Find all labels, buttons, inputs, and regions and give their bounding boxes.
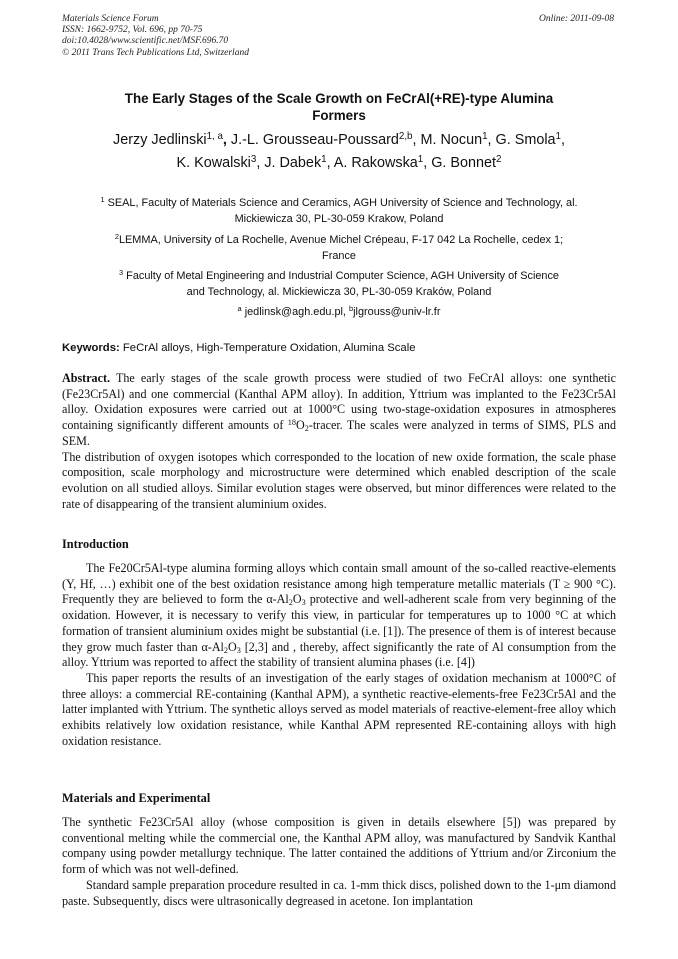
author-name: A. Rakowska [333,155,418,171]
affiliation-text: France [322,249,356,262]
introduction-section [62,561,616,749]
affiliation-text: SEAL, Faculty of Materials Science and Ceramics, AGH University of Science and Technology, al. [107,197,578,209]
affiliation-mark: 3 [119,268,124,278]
abstract-section [62,371,616,512]
author-affiliation-mark: 3 [250,154,257,166]
email-a[interactable]: jedlinsk@agh.edu.pl, [244,306,346,318]
title-line-2: Formers [312,108,366,123]
author-affiliation-mark: 1, a [206,131,223,143]
email-b[interactable]: jlgrouss@univ-lr.fr [353,306,441,318]
author-affiliation-mark: 1 [321,154,327,166]
author-affiliation-mark: 1 [482,131,488,143]
email-mark: b [349,304,354,314]
affiliation-text: Mickiewicza 30, PL-30-059 Krakow, Poland [234,212,444,225]
keywords-label: Keywords: [62,342,120,354]
author-list [62,129,616,175]
intro-text: protective and well-adherent scale from very beginning of the oxidation. However, it is necessary to verify this view, in particular for temperatures up to 1000 °C at which formation of transient aluminium oxides might be substantial (i.e. [1]). The presence of them is of interest because they grow much faster than α-Al [62,592,616,654]
abstract-paragraph-1 [62,371,616,450]
author-name: Jerzy Jedlinski [113,132,207,148]
materials-paragraph-1: The synthetic Fe23Cr5Al alloy (whose composition is given in details elsewhere [5]) was prepared by conventional melting while the commercial one, the Kanthal APM alloy, was manufactured by Sandvik Kanthal company using powder metallurgy technique. The latter contained the additions of Yttrium and/or Zirconium the form of which was not well-defined. [62,815,616,877]
paper-title [62,90,616,124]
affiliation-3 [62,269,616,300]
journal-doi: doi:10.4028/www.scientific.net/MSF.696.70 [62,36,229,47]
author-affiliation-mark: 1 [417,154,424,166]
email-line [62,305,616,321]
keywords [62,342,616,354]
journal-header [62,14,249,59]
online-date: Online: 2011-09-08 [538,14,614,24]
affiliation-mark: 1 [100,195,105,205]
abstract-paragraph-2: The distribution of oxygen isotopes which corresponded to the location of new oxide formation, the scale phase composition, scale morphology and microstructure were determined which enabled description of the scale evolution on all studied alloys. Similar evolution stages were observed, but minor differences were related to the rate of disappearing of the transient aluminium oxides. [62,449,616,511]
author-affiliation-mark: 2 [496,154,502,166]
affiliation-text: Faculty of Metal Engineering and Industrial Computer Science, AGH University of Science [126,270,559,282]
abstract-label: Abstract. [62,371,111,385]
abstract-text: -tracer. The scales were analyzed in terms of SIMS, PLS and SEM. [62,418,616,448]
author-line-1: Jerzy Jedlinski$^{1, a}$, J.-L. Grousseau-Poussard$^{2,b}$, M. Nocun$^1$, G. Smola$^1$, [113,131,565,148]
affiliation-mark: 2 [114,232,119,242]
author-line-2: K. Kowalski$^3$, J. Dabek$^1$, A. Rakowska$^1$, G. Bonnet$^2$ [176,154,502,171]
intro-text: The Fe20Cr5Al-type alumina forming alloys which contain small amount of the so-called reactive-elements (Y, Hf, …) exhibit one of the best oxidation resistance among high temperature metallic materials (T ≥ 900 °C). Frequently they are believed to form the α-Al [62,561,616,607]
subscript: 2 [304,424,309,434]
author-name: J.-L. Grousseau-Poussard [230,132,399,148]
section-heading-materials: Materials and Experimental [62,791,211,805]
subscript: 2 [288,598,293,608]
isotope-mark: 18 [287,418,296,427]
intro-text: O [292,592,302,607]
journal-issn: ISSN: 1662-9752, Vol. 696, pp 70-75 [62,25,203,36]
intro-paragraph-1 [62,561,616,671]
affiliation-text: and Technology, al. Mickiewicza 30, PL-30-059 Kraków, Poland [186,285,492,298]
journal-name: Materials Science Forum [62,14,159,24]
abstract-text: The early stages of the scale growth process were studied of two FeCrAl alloys: one synthetic (Fe23Cr5Al) and one commercial (Kanthal APM alloy). In addition, Yttrium was implanted to the Fe23Cr5Al alloy. Oxidation exposures were carried out at 1000°C using two-stage-oxidation exposures in atmospheres containing significantly different amounts of [62,371,616,433]
affiliation-text: LEMMA, University of La Rochelle, Avenue Michel Crépeau, F-17 042 La Rochelle, cedex 1; [118,234,564,246]
intro-text: O [228,639,237,654]
subscript: 2 [223,645,229,655]
materials-section [62,815,616,909]
email-mark: a [237,304,242,314]
intro-text: [2,3] and , thereby, affect significantly the rate of Al consumption from the alloy. Yttrium was reported to affect the stability of transient alumina phases (i.e. [4]) [62,639,616,670]
subscript: 3 [236,645,241,655]
author-name: G. Bonnet [431,155,497,171]
materials-paragraph-2: Standard sample preparation procedure resulted in ca. 1-mm thick discs, polished down to the 1-μm diamond paste. Subsequently, discs were ultrasonically degreased in acetone. Ion implantation [62,877,616,908]
abstract-text: O [295,418,305,433]
keywords-text: FeCrAl alloys, High-Temperature Oxidation, Alumina Scale [122,342,416,354]
subscript: 3 [301,598,306,608]
author-name: J. Dabek [264,155,322,171]
title-line-1: The Early Stages of the Scale Growth on FeCrAl(+RE)-type Alumina [124,91,554,106]
affiliation-2 [62,233,616,264]
author-name: G. Smola [495,132,556,148]
section-heading-introduction: Introduction [62,537,129,551]
author-name: M. Nocun [420,132,483,148]
author-name: K. Kowalski [176,155,251,171]
affiliation-1 [62,196,616,227]
author-affiliation-mark: 2,b [398,131,413,143]
intro-paragraph-2: This paper reports the results of an investigation of the early stages of oxidation mechanism at 1000°C of three alloys: a commercial RE-containing (Kanthal APM), a synthetic reactive-elements-free Fe23Cr5Al and the latter implanted with Yttrium. The synthetic alloys served as model materials of reactive-element-free alloy which exhibits relatively low oxidation resistance, while Kanthal APM represented RE-containing alloys with high oxidation resistance. [62,670,616,748]
journal-copyright: © 2011 Trans Tech Publications Ltd, Switzerland [62,47,249,58]
author-affiliation-mark: 1 [555,131,561,143]
